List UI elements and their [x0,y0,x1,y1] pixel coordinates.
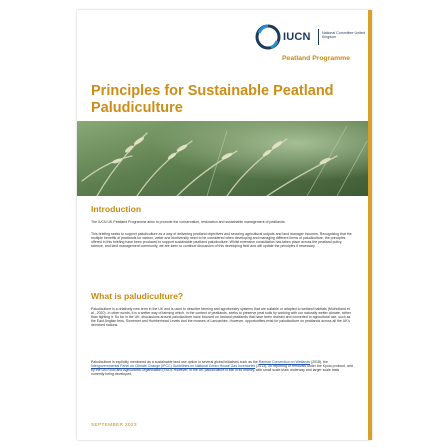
what-p2-mid: (2018), the [310,360,328,364]
ipcc-link[interactable]: Intergovernmental Panel on Climate Change (IPCC) Guidelines on National Green House Gas Inventories [91,364,256,369]
iucn-globe-icon [255,24,281,50]
grass-seedheads-photo [77,121,372,196]
what-heading: What is paludiculture? [91,291,184,301]
what-paragraph-2 [91,360,353,376]
intro-paragraph-2: This briefing seeks to support paludiculture as a way of delivering peatland objectives and securing agricultural outputs and land manager incomes. Recognising that the multiple benefits of peatlands for carbon, water and biodiversity need to be considered when developing and managing different forms of paludiculture, the principles offered in this briefing have been produced to support sustainable peatland paludiculture. Whilst extensive consultation has taken place across the peatland policy, science, and land management community, we are keen to continue discussion of this developing field and will update the principles if necessary. [91,232,352,249]
what-p2-after: (2013), on reporting of removals under the Kyoto protocol, and by the UN Food and Agricultural Organisation (FAO). However, in the UK paludiculture is still in its infancy, with small scale trials underway and larger scale trials currently being developed. [91,364,353,377]
document-page [77,10,372,440]
logo-name: IUCN [283,31,311,43]
what-paragraph-1: Paludiculture is a relatively new term in the UK and is used to describe farming and agroforestry systems that are suitable or adapted to wetland habitats (Mulholland et al., 2020). In other words, it is a wetter way of farming which, in the context of peatlands, seeks to preserve peat soils by working with our naturally wetter climate, rather than fighting it. So far in the UK, discussions around paludiculture have focused on lowland peatlands that have been drained and converted to agricultural use, such as the East Anglian fens, Somerset and Humberhead Levels and the mosses of Lancashire. However, opportunities exist for paludiculture on peatlands across all the UK's devolved nations. [91,307,351,328]
intro-paragraph-1: The IUCN UK Peatland Programme aims to promote the conservation, restoration and sustainable management of peatlands. [91,220,286,224]
programme-label: Peatland Programme [282,55,350,62]
intro-heading: Introduction [91,204,142,214]
iucn-logo [255,24,367,50]
ramsar-link[interactable]: Ramsar Convention on Wetlands [258,360,311,364]
document-title: Principles for Sustainable Peatland Paludiculture [91,83,334,116]
what-p2-before: Paludiculture is explicitly mentioned as a sustainable land use option in several global initiatives such as the [91,360,259,364]
logo-divider [318,29,319,45]
logo-subtitle: National Committee United Kingdom [322,31,365,40]
footer-date: SEPTEMBER 2023 [91,423,137,428]
